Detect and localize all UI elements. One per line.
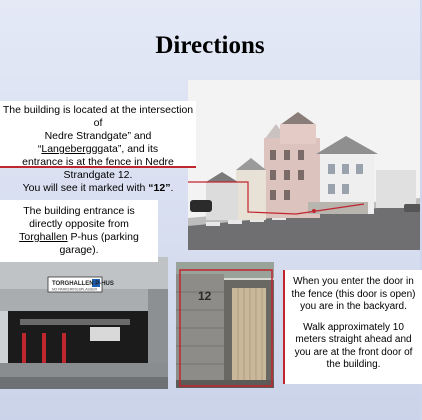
box1-line2-pre: Nedre Strandgate” and “ — [37, 130, 152, 155]
box3-spacer — [285, 314, 422, 322]
box2-line4: garage). — [59, 244, 99, 256]
box1-line4 — [0, 182, 196, 195]
box1-line2-post: gata”, and its — [97, 143, 159, 155]
door-number: 12 — [198, 289, 212, 303]
garage-sign-text: TORGHALLEN P-HUS — [52, 281, 114, 287]
street-photo — [188, 80, 420, 250]
box1-line4-post: . — [170, 182, 174, 194]
box2-line3-post: P-hus (parking — [67, 231, 139, 243]
box1-line4-pre: You will see it marked with — [22, 182, 149, 194]
box3-line5: meters straight ahead and — [295, 334, 412, 345]
box1-line3: entrance is at the fence in Nedre Strandgate 12. — [22, 156, 174, 181]
backyard-info-box — [283, 270, 422, 384]
box2-line3 — [0, 231, 158, 244]
intersection-info-box — [0, 101, 196, 194]
box3-line2: the fence (this door is open) — [291, 288, 416, 300]
garage-sign-subtext: NO PARKERINGSPLASSER — [52, 287, 98, 292]
box2-line3-link[interactable]: Torghallen — [19, 231, 68, 243]
page-title: Directions — [155, 32, 265, 59]
box3-line1: When you enter the door in — [293, 276, 414, 287]
box1-line2 — [0, 130, 196, 156]
box3-line3: you are in the backyard. — [300, 301, 407, 312]
garage-photo — [0, 257, 168, 389]
box3-line6: you are at the front door of — [294, 346, 413, 358]
box3-line7: the building. — [326, 359, 381, 370]
box1-line1: The building is located at the intersection of — [2, 104, 194, 129]
door-photo — [176, 262, 274, 388]
box1-line2-link[interactable]: Langebergg — [41, 143, 98, 155]
box2-line2: directly opposite from — [29, 218, 129, 230]
box1-line4-bold: “12” — [148, 182, 171, 194]
garage-info-box — [0, 200, 158, 262]
box3-line4: Walk approximately 10 — [303, 321, 404, 333]
box2-line1: The building entrance is — [23, 205, 135, 217]
